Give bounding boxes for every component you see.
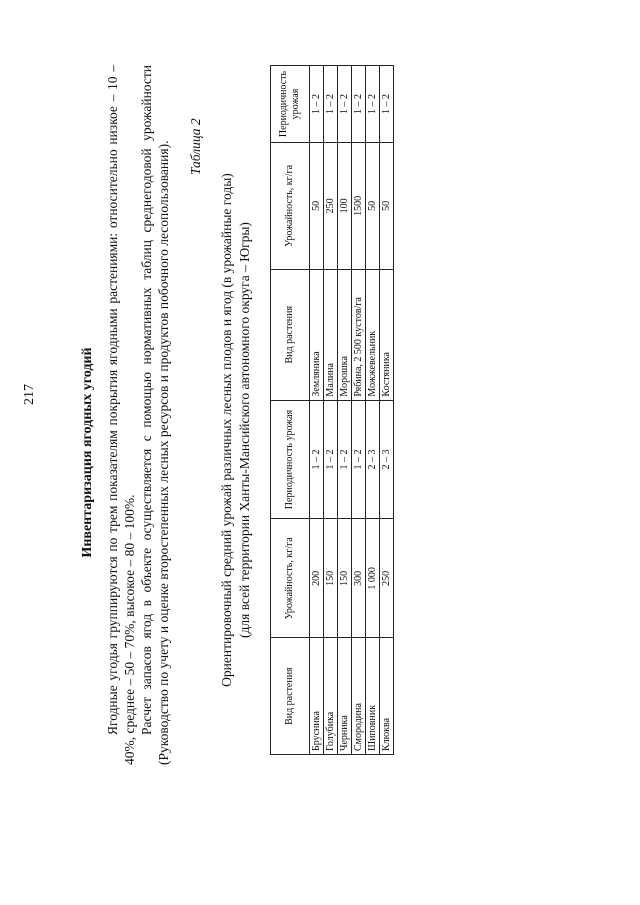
table-caption-line-2: (для всей территории Ханты-Мансийского автономного округа – Югры) [237,222,252,638]
cell-yield: 1 000 [366,519,380,638]
header-plant-species-1: Вид растения [271,638,310,755]
cell-periodicity: 1 – 2 [352,66,366,143]
cell-yield: 50 [380,143,394,270]
cell-species: Земляника [310,269,324,400]
cell-yield: 50 [310,143,324,270]
cell-yield: 50 [366,143,380,270]
cell-species: Голубика [324,638,338,755]
header-periodicity-1: Периодичность урожая [271,400,310,519]
cell-yield: 150 [338,519,352,638]
cell-yield: 250 [324,143,338,270]
cell-species: Смородина [352,638,366,755]
paragraph-1: Ягодные угодья группируются по трем показателям покрытия ягодными растениями: относительно низкое – 10 – 40%, среднее – 50 – 70%, высокое – 80 – 100%. [105,65,137,765]
cell-yield: 250 [380,519,394,638]
cell-species: Костяника [380,269,394,400]
cell-periodicity: 1 – 2 [366,66,380,143]
cell-periodicity: 1 – 2 [338,66,352,143]
table-row [352,66,366,755]
cell-periodicity: 1 – 2 [310,66,324,143]
cell-periodicity: 1 – 2 [380,66,394,143]
cell-periodicity: 2 – 3 [366,400,380,519]
table-row [310,66,324,755]
table-row [324,66,338,755]
cell-yield: 1500 [352,143,366,270]
cell-periodicity: 1 – 2 [338,400,352,519]
cell-periodicity: 2 – 3 [380,400,394,519]
header-yield-1: Урожайность, кг/га [271,519,310,638]
cell-yield: 200 [310,519,324,638]
cell-species: Брусника [310,638,324,755]
header-periodicity-2: Периодичность урожая [271,66,310,143]
cell-species: Черника [338,638,352,755]
cell-yield: 300 [352,519,366,638]
header-plant-species-2: Вид растения [271,269,310,400]
cell-species: Шиповник [366,638,380,755]
cell-species: Рябина, 2 500 кустов/га [352,269,366,400]
cell-yield: 100 [338,143,352,270]
header-yield-2: Урожайность, кг/га [271,143,310,270]
table-row [366,66,380,755]
cell-periodicity: 1 – 2 [310,400,324,519]
table-label: Таблица 2 [188,118,203,175]
cell-periodicity: 1 – 2 [324,66,338,143]
cell-species: Клюква [380,638,394,755]
cell-periodicity: 1 – 2 [324,400,338,519]
cell-species: Малина [324,269,338,400]
cell-yield: 150 [324,519,338,638]
cell-species: Можжевельник [366,269,380,400]
table-caption-line-1: Ориентировочный средний урожай различных лесных плодов и ягод (в урожайные годы) [219,173,234,687]
cell-species: Морошка [338,269,352,400]
paragraph-2: Расчет запасов ягод в объекте осуществляется с помощью нормативных таблиц среднегодовой урожайности (Руководство по учету и оценке второстепенных лесных ресурсов и продуктов побочного лесопользования). [139,65,171,765]
table-row [380,66,394,755]
section-heading: Инвентаризация ягодных угодий [80,347,95,558]
cell-periodicity: 1 – 2 [352,400,366,519]
page-number: 217 [22,384,37,405]
table-row [338,66,352,755]
table-header-row [271,66,310,755]
yield-table [270,65,394,755]
